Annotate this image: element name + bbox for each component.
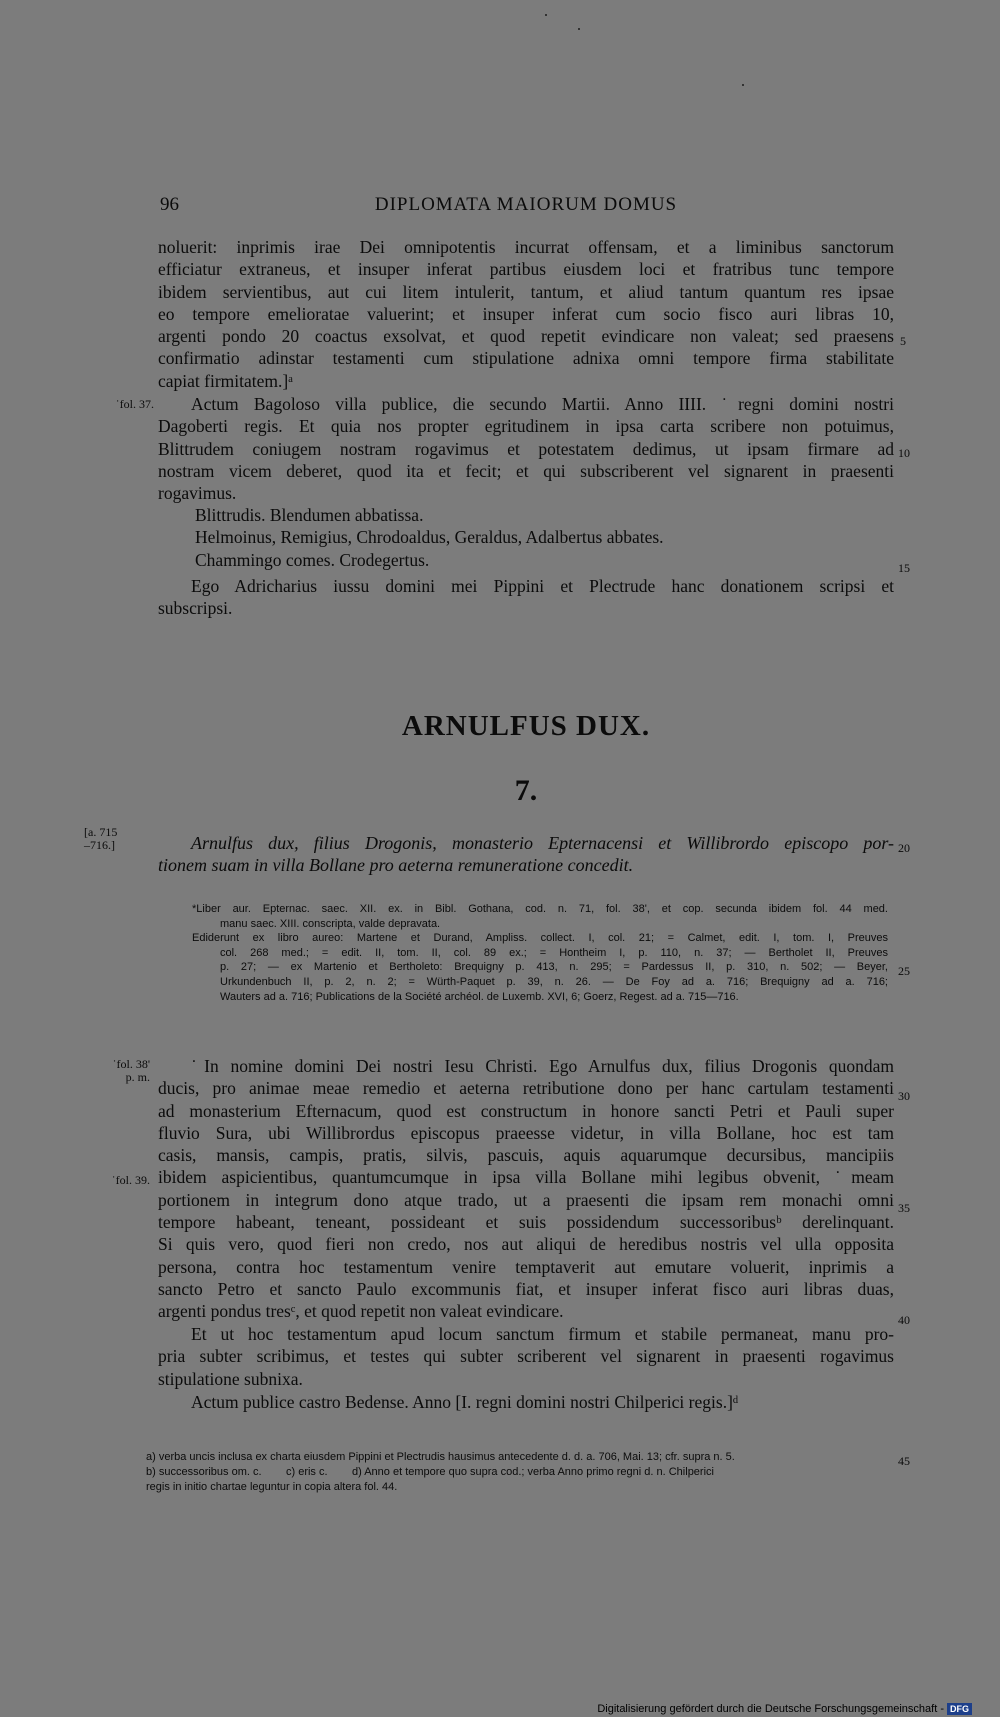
- text-line: ibidem servientibus, aut cui litem intulerit, tantum, et aliud tantum quantum res ipsae: [158, 281, 894, 302]
- text-line: Ego Adricharius iussu domini mei Pippini et Plectrude hanc donationem scripsi et: [191, 576, 894, 596]
- margin-note-fol38: [88, 1058, 150, 1084]
- text-line: Blittrudem coniugem nostram rogavimus et potestatem dedimus, ut ipsam firmare ad: [158, 438, 894, 459]
- section-title: ARNULFUS DUX.: [401, 710, 651, 742]
- text-line: Actum Bagoloso villa publice, die secundo Martii. Anno IIII. ˙regni domini nostri: [191, 394, 894, 414]
- margin-note-fol39: ˙fol. 39.: [111, 1173, 150, 1187]
- text-line: ducis, pro animae meae remedio et aeterna retributione dono per hanc cartulam testamenti: [158, 1078, 894, 1099]
- closing-paragraph: [158, 1323, 894, 1390]
- regest: [158, 832, 894, 876]
- margin-note-fol37: ˙fol. 37.: [115, 397, 154, 411]
- page-number: 96: [160, 194, 179, 215]
- text-line: efficiatur extraneus, et insuper inferat partibus eiusdem loci et fratribus tunc tempore: [158, 259, 894, 280]
- line-number: 20: [898, 841, 910, 855]
- signatures: [158, 504, 894, 571]
- text-line: ad monasterium Efternacum, quod est constructum in honore sancti Petri et Pauli super: [158, 1100, 894, 1121]
- text-line: ˙In nomine domini Dei nostri Iesu Christi. Ego Arnulfus dux, filius Drogonis quondam: [191, 1056, 894, 1076]
- charter-text: [158, 1055, 894, 1323]
- scan-speck: [578, 28, 580, 30]
- paragraph-top: [158, 236, 894, 392]
- document-number: 7.: [514, 774, 538, 807]
- line-number: 10: [898, 446, 910, 460]
- source-line: Urkundenbuch II, p. 2, n. 2; = Würth-Paquet p. 39, n. 26. — De Foy ad a. 716; Brequigny ad a. 716;: [220, 975, 888, 988]
- footnotes: [146, 1450, 906, 1495]
- source-line: Ediderunt ex libro aureo: Martene et Durand, Ampliss. collect. I, col. 21; = Calmet, edit. I, tom. I, Preuves: [192, 932, 888, 945]
- text-line: argenti pondus tresᶜ, et quod repetit non valeat evindicare.: [158, 1301, 564, 1322]
- text-line: ibidem aspicientibus, quantumcumque in ipsa villa Bollane mihi legibus obvenit, ˙meam: [158, 1167, 894, 1188]
- margin-note: p. m.: [125, 1070, 150, 1084]
- regest-line: tionem suam in villa Bollane pro aeterna remuneratione concedit.: [158, 855, 634, 875]
- text-line: sancto Petro et sancto Paulo excommunis fiat, et insuper inferat fisco auri libras duas,: [158, 1278, 894, 1299]
- line-number: 45: [898, 1454, 910, 1468]
- text-line: fluvio Sura, ubi Willibrordus episcopus praeesse videtur, in villa Bollane, hoc est tam: [158, 1122, 894, 1143]
- scan-speck: [545, 14, 547, 16]
- date-margin: [84, 826, 154, 852]
- regest-line: Arnulfus dux, filius Drogonis, monasterio Epternacensi et Willibrordo episcopo por-: [191, 833, 894, 853]
- source-apparatus: [192, 902, 888, 1004]
- text-line: confirmatio adinstar testamenti cum stipulatione adnixa omni tempore firma stabilitate: [158, 348, 894, 369]
- line-number: 15: [898, 561, 910, 575]
- date-bracket: –716.]: [84, 838, 115, 852]
- footnote-line: a) verba uncis inclusa ex charta eiusdem Pippini et Plectrudis hausimus antecedente d. d. a. 706, Mai. 13; cfr. supra n. 5.: [146, 1451, 735, 1463]
- text-line: Actum publice castro Bedense. Anno [I. regni domini nostri Chilperici regis.]ᵈ: [191, 1392, 739, 1412]
- signature-line: Helmoinus, Remigius, Chrodoaldus, Geraldus, Adalbertus abbates.: [195, 527, 664, 548]
- line-number: 5: [900, 334, 906, 348]
- scribe-note: [158, 575, 894, 620]
- source-line: manu saec. XIII. conscripta, valde depravata.: [220, 917, 441, 930]
- line-number: 40: [898, 1313, 910, 1327]
- footnote-line: regis in initio chartae leguntur in copia altera fol. 44.: [146, 1481, 398, 1493]
- line-number: 25: [898, 964, 910, 978]
- signature-line: Blittrudis. Blendumen abbatissa.: [195, 505, 424, 525]
- paragraph-actum: [158, 393, 894, 504]
- signature-line: Chammingo comes. Crodegertus.: [195, 549, 430, 570]
- text-line: argenti pondo 20 coactus exsolvat, et quod repetit evindicare non valeat; sed praesens: [158, 326, 894, 347]
- scan-speck: [742, 84, 744, 86]
- dfg-logo-icon: DFG: [947, 1703, 972, 1715]
- text-line: subscripsi.: [158, 598, 233, 619]
- text-line: Si quis vero, quod fieri non credo, nos aut aliqui de heredibus nostris vel ulla opposita: [158, 1234, 894, 1255]
- text-line: casis, mansis, campis, pratis, silvis, pascuis, aquis aquarumque decursibus, mancipiis: [158, 1145, 894, 1166]
- page-header: [158, 194, 894, 224]
- text-line: noluerit: inprimis irae Dei omnipotentis incurrat offensam, et a liminibus sanctorum: [158, 237, 894, 257]
- text-line: capiat firmitatem.]ᵃ: [158, 370, 294, 391]
- source-line: col. 268 med.; = edit. II, tom. II, col. 89 ex.; = Hontheim I, p. 110, n. 37; — Bertholet II, Preuves: [220, 946, 888, 959]
- source-line: Wauters ad a. 716; Publications de la Société archéol. de Luxemb. XVI, 6; Goerz, Regest. ad a. 715—716.: [220, 990, 739, 1003]
- margin-note: ˙fol. 38': [112, 1057, 150, 1071]
- text-line: Et ut hoc testamentum apud locum sanctum firmum et stabile permaneat, manu pro-: [191, 1324, 894, 1344]
- source-line: *Liber aur. Epternac. saec. XII. ex. in Bibl. Gothana, cod. n. 71, fol. 38', et cop. secunda ibidem fol. 44 med.: [192, 903, 888, 915]
- text-line: rogavimus.: [158, 483, 237, 504]
- text-line: nostram vicem deberet, quod ita et fecit; et qui subscriberent vel signarent in praesenti: [158, 460, 894, 481]
- text-line: persona, contra hoc testamentum venire temptaverit aut emutare voluerit, inprimis a: [158, 1256, 894, 1277]
- text-line: eo tempore emelioratae valuerint; et insuper inferat cum socio fisco auri libras 10,: [158, 303, 894, 324]
- text-line: tempore habeant, teneant, possideant et suis possidendum successoribusᵇ derelinquant.: [158, 1212, 894, 1233]
- text-line: stipulatione subnixa.: [158, 1368, 303, 1389]
- text-line: portionem in integrum dono atque trado, ut a praesenti die ipsam rem monachi omni: [158, 1189, 894, 1210]
- actum-final: [158, 1391, 894, 1413]
- footnote-line: b) successoribus om. c. c) eris c. d) Anno et tempore quo supra cod.; verba Anno primo regni d. n. Chilperici: [146, 1466, 714, 1478]
- footer-credit: [597, 1703, 972, 1715]
- text-line: pria subter scribimus, et testes qui subter scriberent vel signarent in praesenti rogavimus: [158, 1346, 894, 1367]
- line-number: 35: [898, 1201, 910, 1215]
- line-number: 30: [898, 1089, 910, 1103]
- source-line: p. 27; — ex Martenio et Bertholeto: Brequigny p. 413, n. 295; = Pardessus II, p. 310, n. 502; — Beyer,: [220, 961, 888, 974]
- date-bracket: [a. 715: [84, 825, 118, 839]
- credit-text: Digitalisierung gefördert durch die Deutsche Forschungsgemeinschaft -: [597, 1703, 944, 1715]
- running-title: DIPLOMATA MAIORUM DOMUS: [374, 194, 678, 215]
- text-line: Dagoberti regis. Et quia nos propter egritudinem in ipsa carta scribere non potuimus,: [158, 416, 894, 437]
